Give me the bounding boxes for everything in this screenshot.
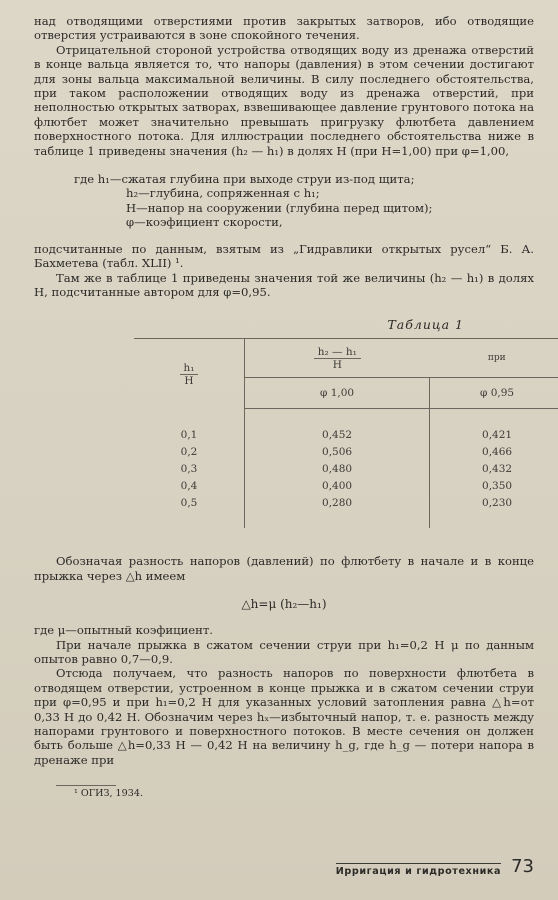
definitions [74, 172, 534, 230]
paragraph-8: Отсюда получаем, что разность напоров по поверхности флютбета в отводящем отверстии, устроенном в конце прыжка и в сжатом сечении струи при φ=0,95 и при h₁=0,2 H для указанных условий затопления равна △h=от 0,33 H до 0,42 H. Обозначим через hₓ—избыточный напор, т. е. разность между напорами грунтового и поверхностного потоков. В месте сечения он должен быть больше △h=0,33 H — 0,42 H на величину h_g, где h_g — потери напора в дренаже при [34, 666, 534, 767]
pri-label: при [430, 339, 558, 378]
cell-h1: 0,4 [180, 479, 198, 492]
table-row [134, 477, 558, 494]
cell-h1: 0,5 [180, 496, 198, 509]
cell-h1: 0,1 [180, 428, 198, 441]
cell-phi-095: 0,432 [430, 460, 558, 477]
table-row [134, 460, 558, 477]
paragraph-1: над отводящими отверстиями против закрытых затворов, ибо отводящие отверстия устраиваются в зоне спокойного течения. [34, 14, 534, 43]
cell-phi-100: 0,280 [245, 494, 430, 511]
subheader-phi-100: φ 1,00 [245, 378, 430, 409]
col-group-header [245, 339, 430, 378]
cell-phi-095: 0,421 [430, 426, 558, 443]
cell-phi-095: 0,230 [430, 494, 558, 511]
cell-phi-100: 0,452 [245, 426, 430, 443]
cell-h1: 0,3 [180, 462, 198, 475]
table-caption: Таблица 1 [387, 317, 464, 333]
H-denominator: H [184, 374, 194, 387]
formula: △h=μ (h₂—h₁) [241, 597, 327, 612]
journal-title: Ирригация и гидротехника [336, 863, 501, 877]
paragraph-4: Там же в таблице 1 приведены значения той же величины (h₂ — h₁) в долях H, подсчитанные автором для φ=0,95. [34, 270, 534, 299]
definition-H: H—напор на сооружении (глубина перед щитом); [126, 200, 433, 215]
data-table [134, 338, 558, 528]
footnote: ¹ ОГИЗ, 1934. [74, 788, 144, 800]
paragraph-3: подсчитанные по данным, взятым из „Гидравлики открытых русел“ Б. А. Бахметева (табл. XLII) ¹. [34, 241, 534, 271]
paragraph-5: Обозначая разность напоров (давлений) по флютбету в начале и в конце прыжка через △h имеем [34, 554, 534, 583]
paragraph-6: где μ—опытный коэфициент. [34, 623, 213, 638]
footnote-rule [56, 785, 116, 786]
subheader-phi-095: φ 0,95 [430, 378, 558, 409]
definition-phi: φ—коэфициент скорости, [126, 215, 283, 230]
h2-minus-h1-numerator: h₂ — h₁ [314, 346, 361, 359]
cell-phi-100: 0,400 [245, 477, 430, 494]
table-row [134, 443, 558, 460]
cell-phi-100: 0,480 [245, 460, 430, 477]
h1-numerator: h₁ [180, 362, 199, 375]
H-denominator-group: H [332, 358, 342, 371]
page-footer [0, 856, 534, 877]
table-row [134, 494, 558, 511]
cell-phi-100: 0,506 [245, 443, 430, 460]
paragraph-7: При начале прыжка в сжатом сечении струи при h₁=0,2 H μ по данным опытов равно 0,7—0,9. [34, 637, 534, 666]
page-number: 73 [511, 856, 534, 877]
table-row [134, 426, 558, 443]
definition-h2: h₂—глубина, сопряженная с h₁; [126, 186, 320, 201]
col-header-h1-H [134, 339, 245, 409]
paragraph-2: Отрицательной стороной устройства отводящих воду из дренажа отверстий в конце вальца является то, что напоры (давления) в этом сечении достигают для зоны вальца максимальной величины. В силу последнего обстоятельства, при таком расположении отводящих воду из дренажа отверстий, при неполностью открытых затворах, взвешивающее давление грунтового потока на флютбет может значительно превышать пригрузку флютбета давлением поверхностного потока. Для иллюстрации последнего обстоятельства ниже в таблице 1 приведены значения (h₂ — h₁) в долях H (при H=1,00) при φ=1,00, [34, 42, 534, 158]
cell-phi-095: 0,350 [430, 477, 558, 494]
cell-phi-095: 0,466 [430, 443, 558, 460]
cell-h1: 0,2 [180, 445, 198, 458]
definition-h1: где h₁—сжатая глубина при выходе струи из-под щита; [74, 172, 415, 187]
